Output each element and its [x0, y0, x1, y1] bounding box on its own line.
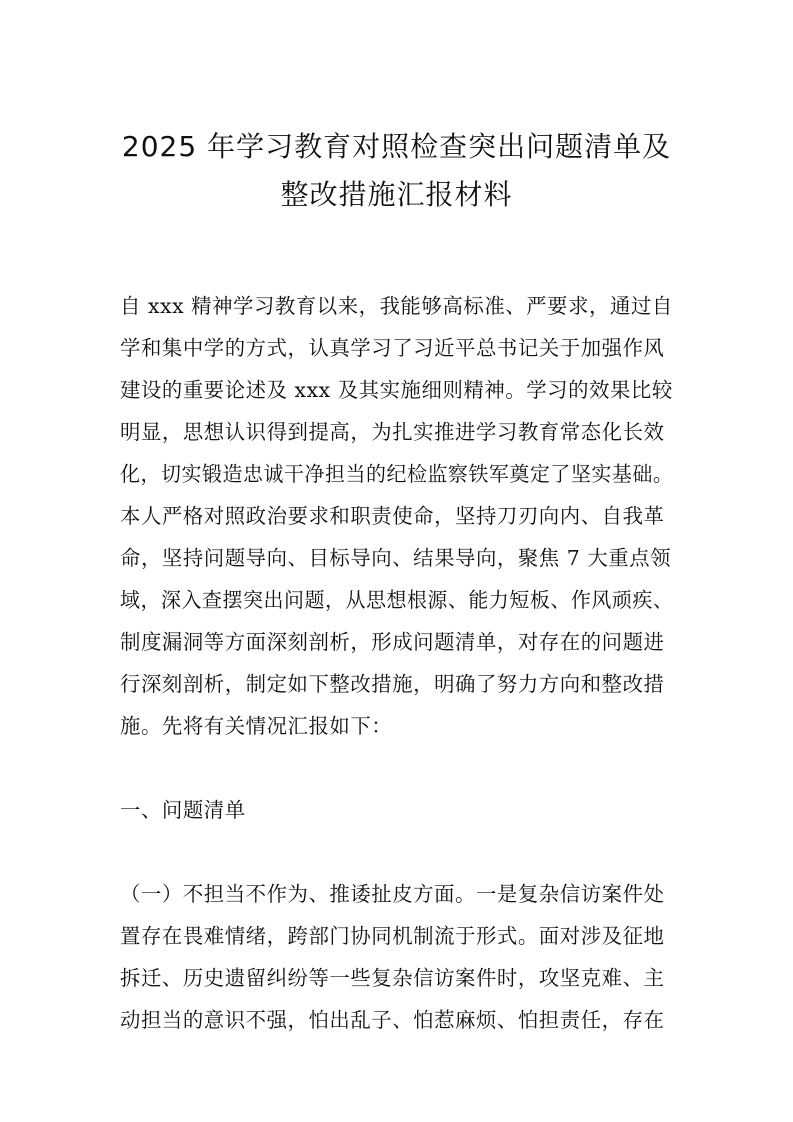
document-title-line-1: 2025 年学习教育对照检查突出问题清单及	[121, 130, 672, 163]
intro-line-7: 命，坚持问题导向、目标导向、结果导向，聚焦 7 大重点领	[120, 546, 672, 570]
intro-line-4: 明显，思想认识得到提高，为扎实推进学习教育常态化长效	[120, 420, 665, 444]
section-heading: 一、问题清单	[120, 798, 246, 822]
subsection-line-4: 动担当的意识不强，怕出乱子、怕惹麻烦、怕担责任，存在	[120, 1008, 665, 1032]
intro-line-9: 制度漏洞等方面深刻剖析，形成问题清单，对存在的问题进	[120, 630, 665, 654]
intro-line-6: 本人严格对照政治要求和职责使命，坚持刀刃向内、自我革	[120, 504, 665, 528]
intro-line-10: 行深刻剖析，制定如下整改措施，明确了努力方向和整改措	[120, 672, 665, 696]
subsection-line-2: 置存在畏难情绪，跨部门协同机制流于形式。面对涉及征地	[120, 924, 665, 948]
intro-line-3: 建设的重要论述及 xxx 及其实施细则精神。学习的效果比较	[120, 378, 673, 402]
document-title-line-2: 整改措施汇报材料	[280, 178, 513, 211]
intro-line-2: 学和集中学的方式，认真学习了习近平总书记关于加强作风	[120, 336, 665, 360]
intro-line-11: 施。先将有关情况汇报如下：	[120, 714, 393, 738]
intro-line-1: 自 xxx 精神学习教育以来，我能够高标准、严要求，通过自	[120, 294, 673, 318]
intro-line-5: 化，切实锻造忠诚干净担当的纪检监察铁军奠定了坚实基础。	[120, 462, 674, 486]
subsection-line-1: （一）不担当不作为、推诿扯皮方面。一是复杂信访案件处	[120, 882, 665, 906]
subsection-line-3: 拆迁、历史遗留纠纷等一些复杂信访案件时，攻坚克难、主	[120, 966, 665, 990]
intro-line-8: 域，深入查摆突出问题，从思想根源、能力短板、作风顽疾、	[120, 588, 674, 612]
